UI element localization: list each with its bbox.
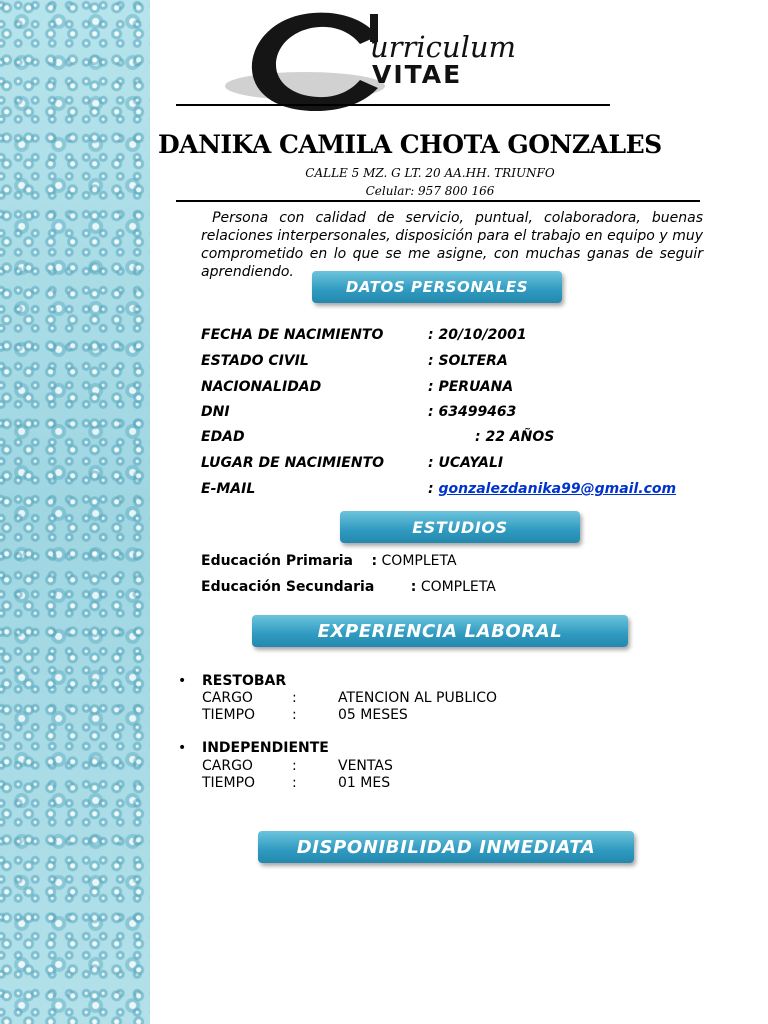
job-tiempo-label: TIEMPO xyxy=(202,707,256,723)
header-rule-bottom xyxy=(176,200,700,202)
logo-curriculum-text: urriculum xyxy=(370,30,517,64)
address-line: CALLE 5 MZ. G LT. 20 AA.HH. TRIUNFO xyxy=(305,166,555,180)
personal-row xyxy=(201,327,711,345)
field-label: DNI xyxy=(201,404,230,420)
job-cargo-line xyxy=(202,690,602,707)
personal-row xyxy=(201,481,711,499)
study-colon: : xyxy=(410,579,417,595)
field-label: E-MAIL xyxy=(201,481,256,497)
field-label: ESTADO CIVIL xyxy=(201,353,309,369)
job-tiempo-label: TIEMPO xyxy=(202,775,256,791)
bullet: • xyxy=(178,740,187,756)
study-label: Educación Secundaria xyxy=(201,579,375,595)
field-value: : UCAYALI xyxy=(428,455,504,471)
field-label: EDAD xyxy=(201,429,245,445)
job-cargo-line xyxy=(202,758,602,775)
personal-row xyxy=(201,379,711,397)
job-cargo-value: ATENCION AL PUBLICO xyxy=(338,690,498,706)
candidate-name: DANIKA CAMILA CHOTA GONZALES xyxy=(158,130,662,159)
job-tiempo-value: 01 MES xyxy=(338,775,391,791)
curriculum-vitae-logo xyxy=(210,8,560,116)
job-cargo-value: VENTAS xyxy=(338,758,393,774)
field-label: NACIONALIDAD xyxy=(201,379,322,395)
section-banner-studies: ESTUDIOS xyxy=(340,511,580,543)
decorative-water-strip xyxy=(0,0,150,1024)
field-label: FECHA DE NACIMIENTO xyxy=(201,327,384,343)
study-value: COMPLETA xyxy=(420,579,496,595)
job-colon: : xyxy=(292,690,297,706)
section-banner-personal: DATOS PERSONALES xyxy=(312,271,562,303)
study-row-primary xyxy=(201,553,457,569)
email-link[interactable]: gonzalezdanika99@gmail.com xyxy=(438,481,677,497)
section-banner-experience: EXPERIENCIA LABORAL xyxy=(252,615,628,647)
job-tiempo-line xyxy=(202,707,602,724)
email-value: : gonzalezdanika99@gmail.com xyxy=(428,481,677,497)
job-cargo-label: CARGO xyxy=(202,758,253,774)
study-colon: : xyxy=(371,553,378,569)
study-label: Educación Primaria xyxy=(201,553,354,569)
section-banner-availability: DISPONIBILIDAD INMEDIATA xyxy=(258,831,634,863)
job-tiempo-line xyxy=(202,775,602,792)
job-cargo-label: CARGO xyxy=(202,690,253,706)
field-value: : 22 AÑOS xyxy=(475,429,555,445)
bullet: • xyxy=(178,673,187,689)
logo-vitae-text: VITAE xyxy=(372,60,463,89)
field-value: : PERUANA xyxy=(428,379,514,395)
field-label: LUGAR DE NACIMIENTO xyxy=(201,455,385,471)
personal-row xyxy=(201,455,711,473)
study-value: COMPLETA xyxy=(381,553,457,569)
job-colon: : xyxy=(292,775,297,791)
phone-line: Celular: 957 800 166 xyxy=(365,184,495,198)
field-value: : SOLTERA xyxy=(428,353,508,369)
study-row-secondary xyxy=(201,579,496,595)
field-value: : 63499463 xyxy=(428,404,517,420)
job-tiempo-value: 05 MESES xyxy=(338,707,408,723)
profile-summary: Persona con calidad de servicio, puntual, colaboradora, buenas relaciones interpersonales, disposición para el trabajo en equipo y muy comprometido en lo que se me asigne, con muchas ganas de seguir aprendiendo. xyxy=(201,210,703,280)
job-company: RESTOBAR xyxy=(202,673,287,689)
field-value: : 20/10/2001 xyxy=(428,327,527,343)
job-colon: : xyxy=(292,707,297,723)
header-rule-top xyxy=(176,104,610,106)
personal-row xyxy=(201,353,711,371)
job-colon: : xyxy=(292,758,297,774)
job-company: INDEPENDIENTE xyxy=(202,740,329,756)
personal-row xyxy=(201,429,711,447)
personal-row xyxy=(201,404,711,422)
